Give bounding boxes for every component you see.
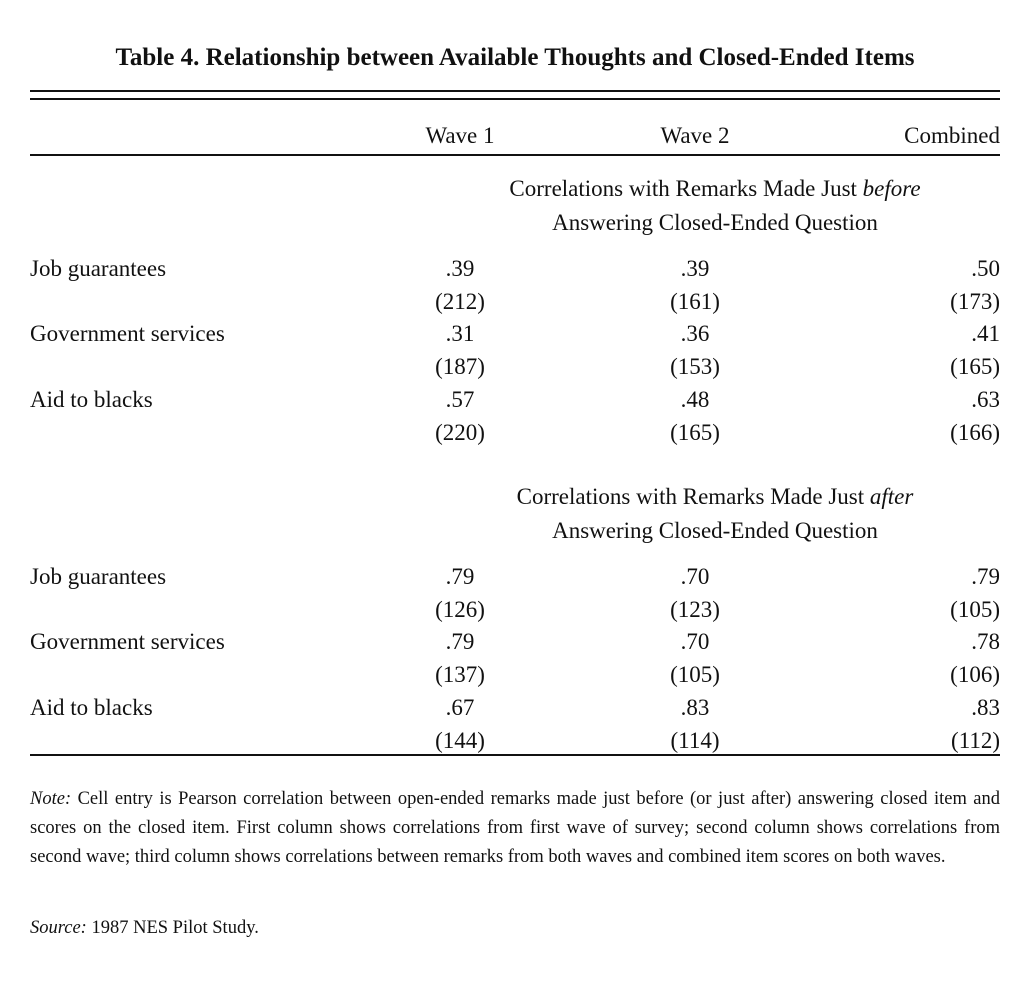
cell-n: (153)	[670, 354, 720, 379]
column-header-wave2: Wave 2	[660, 123, 730, 148]
source-text: 1987 NES Pilot Study.	[86, 918, 259, 938]
cell-value: .70	[680, 564, 710, 589]
note-label: Note:	[30, 789, 72, 809]
cell-value: .78	[971, 629, 1000, 654]
cell-value: .70	[680, 629, 710, 654]
section-heading-prefix: Correlations with Remarks Made Just	[509, 176, 863, 201]
column-header-combined: Combined	[904, 123, 1000, 148]
cell-value: .79	[971, 564, 1000, 589]
column-header-wave1: Wave 1	[425, 123, 495, 148]
cell-value: .39	[680, 256, 710, 281]
cell-value: .36	[680, 321, 710, 346]
row-label: Job guarantees	[30, 564, 167, 589]
row-label: Aid to blacks	[30, 387, 153, 412]
table-note	[30, 785, 1000, 872]
cell-value: .83	[680, 695, 710, 720]
row-label: Aid to blacks	[30, 695, 153, 720]
cell-value: .63	[971, 387, 1000, 412]
cell-n: (187)	[435, 354, 485, 379]
cell-value: .79	[445, 564, 475, 589]
cell-n: (126)	[435, 597, 485, 622]
section-heading-line1	[420, 172, 1010, 206]
cell-value: .83	[971, 695, 1000, 720]
cell-n: (123)	[670, 597, 720, 622]
cell-n: (161)	[670, 289, 720, 314]
note-text: Cell entry is Pearson correlation between open-ended remarks made just before (or just after) answering closed item and scores on the closed item. First column shows correlations from first wave of survey; second column shows correlations from second wave; third column shows correlations between remarks from both waves and combined item scores on both waves.	[30, 789, 1000, 867]
cell-n: (106)	[950, 662, 1000, 687]
section-heading-after	[420, 480, 1010, 548]
cell-n: (137)	[435, 662, 485, 687]
header-rule	[30, 154, 1000, 156]
cell-n: (220)	[435, 420, 485, 445]
section-heading-emphasis: before	[862, 176, 921, 201]
row-label: Job guarantees	[30, 256, 167, 281]
cell-n: (165)	[950, 354, 1000, 379]
cell-value: .41	[971, 321, 1000, 346]
row-label: Government services	[30, 321, 225, 346]
section-heading-before	[420, 172, 1010, 240]
top-rule-1	[30, 90, 1000, 92]
row-label: Government services	[30, 629, 225, 654]
cell-n: (212)	[435, 289, 485, 314]
cell-n: (165)	[670, 420, 720, 445]
cell-n: (114)	[670, 728, 720, 753]
cell-n: (173)	[950, 289, 1000, 314]
section-heading-emphasis: after	[869, 484, 914, 509]
section-heading-prefix: Correlations with Remarks Made Just	[516, 484, 870, 509]
cell-n: (105)	[950, 597, 1000, 622]
bottom-rule	[30, 754, 1000, 756]
cell-value: .67	[445, 695, 475, 720]
source-label: Source:	[30, 918, 87, 938]
cell-n: (112)	[951, 728, 1000, 753]
cell-n: (166)	[950, 420, 1000, 445]
cell-value: .39	[445, 256, 475, 281]
cell-value: .79	[445, 629, 475, 654]
cell-value: .48	[680, 387, 710, 412]
cell-value: .50	[971, 256, 1000, 281]
table-source	[30, 918, 259, 939]
section-heading-line2: Answering Closed-Ended Question	[552, 518, 878, 543]
section-heading-line1	[420, 480, 1010, 514]
cell-n: (105)	[670, 662, 720, 687]
cell-value: .57	[445, 387, 475, 412]
cell-value: .31	[445, 321, 475, 346]
top-rule-2	[30, 98, 1000, 100]
cell-n: (144)	[435, 728, 485, 753]
section-heading-line2: Answering Closed-Ended Question	[552, 210, 878, 235]
table-title: Table 4. Relationship between Available Thoughts and Closed-Ended Items	[115, 44, 915, 71]
